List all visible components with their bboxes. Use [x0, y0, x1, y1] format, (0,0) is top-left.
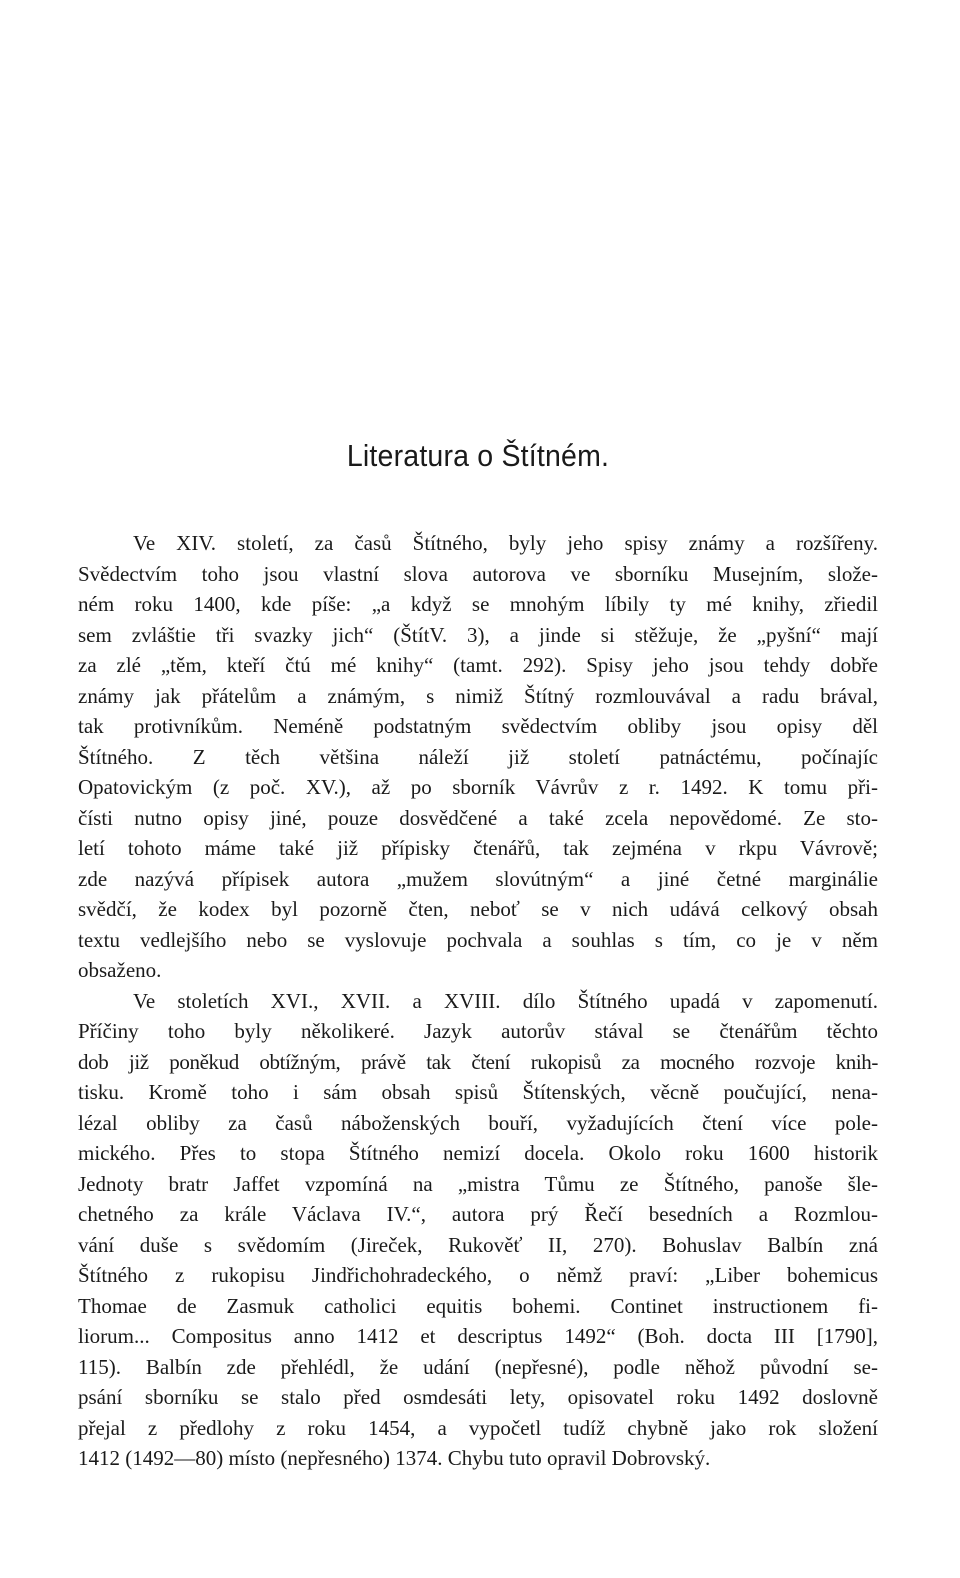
text-line: Ve XIV. století, za časů Štítného, byly jeho spisy známy a rozšířeny.: [133, 531, 878, 555]
text-line: Svědectvím toho jsou vlastní slova autorova ve sborníku Musejním, slože-: [78, 561, 878, 586]
text-line: obsaženo.: [78, 958, 162, 982]
text-line: Ve stoletích XVI., XVII. a XVIII. dílo Štítného upadá v zapomenutí.: [133, 988, 878, 1013]
text-line: ném roku 1400, kde píše: „a když se mnohým líbily ty mé knihy, zřiedil: [78, 592, 878, 616]
text-line: svědčí, že kodex byl pozorně čten, neboť se v nich udává celkový obsah: [78, 897, 878, 921]
text-line: liorum... Compositus anno 1412 et descriptus 1492“ (Boh. docta III [1790],: [78, 1324, 878, 1348]
text-line: Štítného z rukopisu Jindřichohradeckého, o němž praví: „Liber bohemicus: [78, 1263, 878, 1287]
body-text: [78, 528, 878, 1474]
text-line: mického. Přes to stopa Štítného nemizí docela. Okolo roku 1600 historik: [78, 1141, 878, 1165]
text-line: přejal z předlohy z roku 1454, a vypočetl tudíž chybně jako rok složení: [78, 1415, 878, 1440]
text-line: Příčiny toho byly několikeré. Jazyk autorův stával se čtenářům těchto: [78, 1019, 878, 1043]
text-line: Štítného. Z těch většina náleží již století patnáctému, počínajíc: [78, 744, 878, 769]
text-line: za zlé „těm, kteří čtú mé knihy“ (tamt. 292). Spisy jeho jsou tehdy dobře: [78, 653, 878, 677]
text-line: lézal obliby za časů náboženských bouří, vyžadujících čtení více pole-: [78, 1110, 878, 1135]
text-line: 115). Balbín zde přehlédl, že udání (nepřesné), podle něhož původní se-: [78, 1354, 878, 1379]
page-title: Literatura o Štítném.: [346, 438, 610, 473]
text-line: vání duše s svědomím (Jireček, Rukověť II, 270). Bohuslav Balbín zná: [78, 1232, 878, 1257]
text-line: Jednoty bratr Jaffet vzpomíná na „mistra Tůmu ze Štítného, panoše šle-: [78, 1171, 878, 1196]
text-line: tak protivníkům. Neméně podstatným svědectvím obliby jsou opisy děl: [78, 714, 878, 738]
text-line: čísti nutno opisy jiné, pouze dosvědčené a také zcela nepovědomé. Ze sto-: [78, 805, 878, 830]
text-line: zde nazývá přípisek autora „mužem slovútným“ a jiné četné marginálie: [78, 866, 878, 891]
text-line: dob již poněkud obtížným, právě tak čtení rukopisů za mocného rozvoje knih-: [78, 1049, 878, 1074]
text-line: Thomae de Zasmuk catholici equitis bohemi. Continet instructionem fi-: [78, 1293, 878, 1318]
document-page: [78, 0, 878, 1578]
text-line: sem zvláštie tři svazky jich“ (ŠtítV. 3), a jinde si stěžuje, že „pyšní“ mají: [78, 622, 878, 647]
text-line: chetného za krále Václava IV.“, autora prý Řečí besedních a Rozmlou-: [78, 1202, 878, 1226]
text-line: známy jak přátelům a známým, s nimiž Štítný rozmlouvával a radu brával,: [78, 683, 878, 708]
text-line: tisku. Kromě toho i sám obsah spisů Štítenských, věcně poučující, nena-: [78, 1080, 878, 1104]
text-line: 1412 (1492—80) místo (nepřesného) 1374. Chybu tuto opravil Dobrovský.: [78, 1446, 711, 1470]
text-line: Opatovickým (z poč. XV.), až po sborník Vávrův z r. 1492. K tomu při-: [78, 775, 878, 799]
text-line: letí tohoto máme také již přípisky čtenářů, tak zejména v rkpu Vávrově;: [78, 836, 878, 860]
text-line: textu vedlejšího nebo se vyslovuje pochvala a souhlas s tím, co je v něm: [78, 927, 878, 952]
text-line: psání sborníku se stalo před osmdesáti lety, opisovatel roku 1492 doslovně: [78, 1385, 878, 1409]
